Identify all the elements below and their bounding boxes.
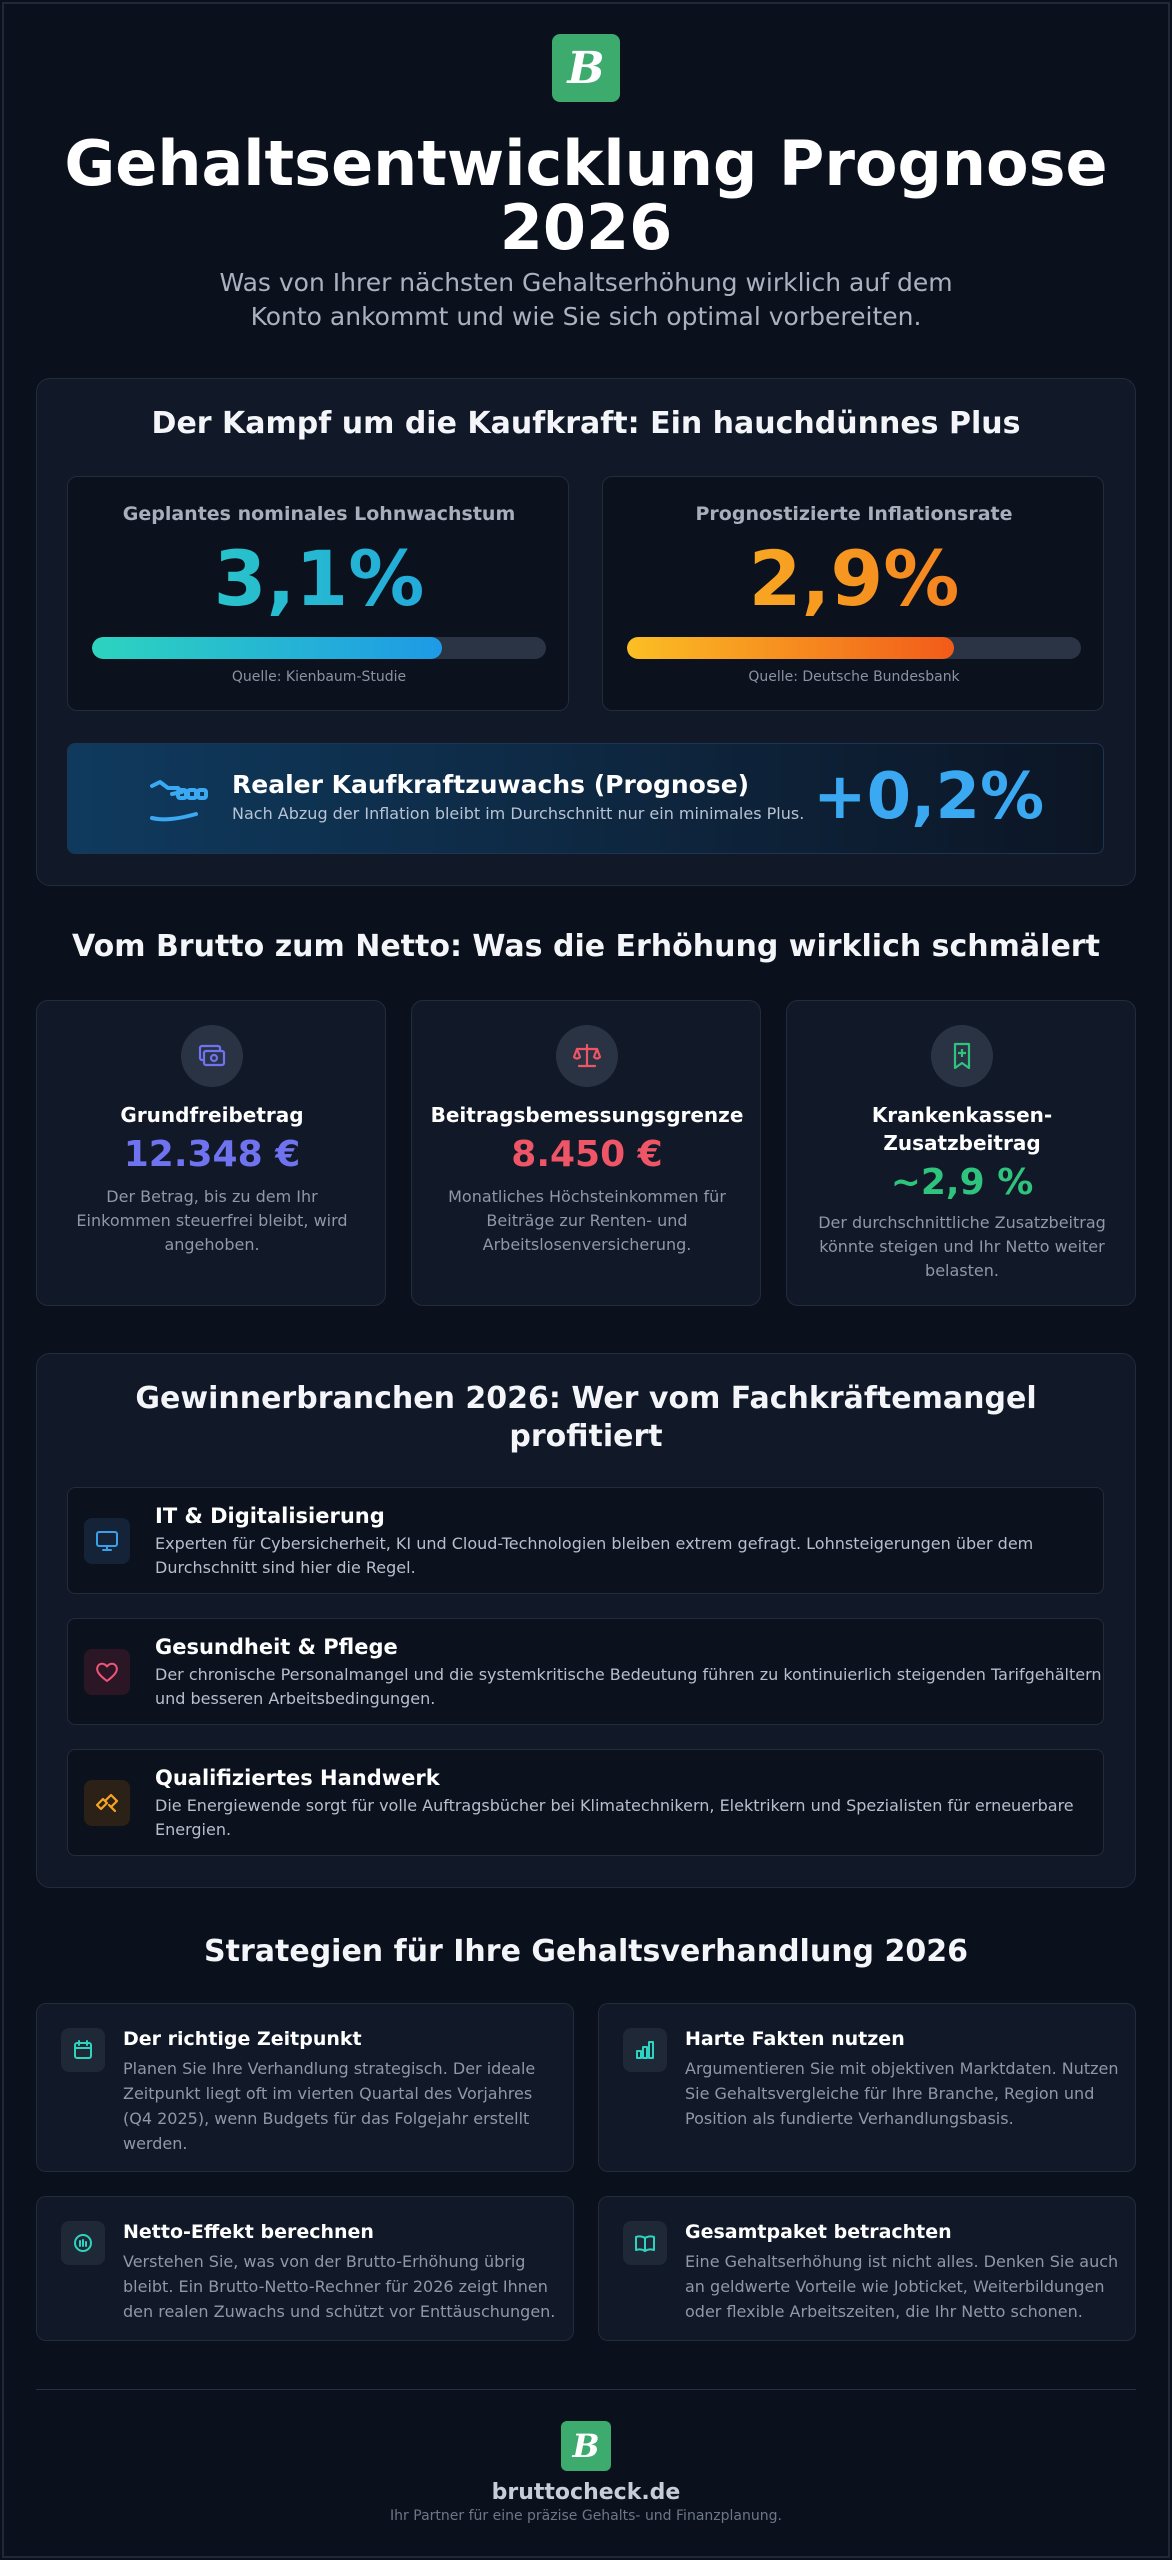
desc-line: den realen Zuwachs und schützt vor Enttäuschungen. (123, 2302, 556, 2321)
desc-line: Sie Gehaltsvergleiche für Ihre Branche, Region und (685, 2084, 1095, 2103)
strategy-title: Der richtige Zeitpunkt (123, 2028, 362, 2050)
real-purchasing-power-subtitle: Nach Abzug der Inflation bleibt im Durchschnitt nur ein minimales Plus. (232, 804, 805, 823)
calendar-icon (61, 2028, 105, 2072)
desc-line: Argumentieren Sie mit objektiven Marktdaten. Nutzen (685, 2059, 1119, 2078)
bar-chart-icon (623, 2028, 667, 2072)
desc-line: Der durchschnittliche Zusatzbeitrag (818, 1213, 1106, 1232)
money-icon (181, 1025, 243, 1087)
desc-line: belasten. (925, 1261, 999, 1280)
branches-title-line2: profitiert (509, 1419, 663, 1454)
branch-title: IT & Digitalisierung (155, 1504, 385, 1528)
branch-description (155, 1532, 1033, 1580)
inflation-bar-fill (627, 637, 954, 659)
strategy-card-zeitpunkt (36, 2003, 574, 2172)
deduction-description (412, 1185, 762, 1257)
health-insurance-icon (931, 1025, 993, 1087)
footer-tagline: Ihr Partner für eine präzise Gehalts- und Finanzplanung. (390, 2508, 782, 2524)
desc-line: Durchschnitt sind hier die Regel. (155, 1558, 416, 1577)
book-icon (623, 2221, 667, 2265)
page-title-line2: 2026 (499, 191, 673, 264)
wage-growth-value: 3,1% (68, 539, 570, 619)
desc-line: Position als fundierte Verhandlungsbasis. (685, 2109, 1014, 2128)
desc-line: Monatliches Höchsteinkommen für (448, 1187, 726, 1206)
strategy-card-gesamtpaket (598, 2196, 1136, 2341)
desc-line: und besseren Arbeitsbedingungen. (155, 1689, 436, 1708)
inflation-bar (627, 637, 1081, 659)
strategy-card-fakten (598, 2003, 1136, 2172)
desc-line: Verstehen Sie, was von der Brutto-Erhöhung übrig (123, 2252, 526, 2271)
footer-divider (36, 2389, 1136, 2390)
desc-line: oder flexible Arbeitszeiten, die Ihr Netto schonen. (685, 2302, 1083, 2321)
branch-card-health[interactable] (67, 1618, 1104, 1725)
strategy-description (123, 2249, 555, 2324)
deductions-title: Vom Brutto zum Netto: Was die Erhöhung wirklich schmälert (72, 929, 1100, 964)
branches-title (36, 1380, 1136, 1456)
wage-growth-source: Quelle: Kienbaum-Studie (231, 669, 407, 685)
desc-line: (Q4 2025), wenn Budgets für das Folgejahr erstellt (123, 2109, 530, 2128)
desc-line: Eine Gehaltserhöhung ist nicht alles. Denken Sie auch (685, 2252, 1119, 2271)
deduction-title: Grundfreibetrag (120, 1103, 304, 1127)
wage-growth-card (67, 476, 569, 711)
deduction-title: Beitragsbemessungsgrenze (430, 1103, 744, 1127)
strategy-card-netto (36, 2196, 574, 2341)
desc-line: bleibt. Ein Brutto-Netto-Rechner für 2026 zeigt Ihnen (123, 2277, 548, 2296)
brand-logo[interactable]: B (552, 34, 620, 102)
hammer-icon (84, 1780, 130, 1826)
strategy-title: Netto-Effekt berechnen (123, 2221, 374, 2243)
real-purchasing-power-title: Realer Kaufkraftzuwachs (Prognose) (232, 770, 750, 799)
branch-card-it[interactable] (67, 1487, 1104, 1594)
desc-line: Arbeitslosenversicherung. (482, 1235, 692, 1254)
deduction-title (787, 1101, 1137, 1157)
branch-description (155, 1794, 1074, 1842)
page-subtitle (0, 266, 1172, 334)
deduction-description (787, 1211, 1137, 1283)
calculator-icon (61, 2221, 105, 2265)
monitor-icon (84, 1518, 130, 1564)
desc-line: Beiträge zur Renten- und (486, 1211, 688, 1230)
deduction-card-grundfreibetrag (36, 1000, 386, 1306)
deduction-card-beitragsbemessungsgrenze (411, 1000, 761, 1306)
real-purchasing-power-box (67, 743, 1104, 854)
desc-line: Der chronische Personalmangel und die systemkritische Bedeutung führen zu kontinuierlich steigenden Tarifgehältern (155, 1665, 1102, 1684)
inflation-value: 2,9% (603, 539, 1105, 619)
desc-line: an geldwerte Vorteile wie Jobticket, Weiterbildungen (685, 2277, 1105, 2296)
wage-growth-label: Geplantes nominales Lohnwachstum (122, 503, 516, 525)
branches-title-line1: Gewinnerbranchen 2026: Wer vom Fachkräftemangel (135, 1381, 1037, 1416)
desc-line: könnte steigen und Ihr Netto weiter (819, 1237, 1105, 1256)
desc-line: Die Energiewende sorgt für volle Auftragsbücher bei Klimatechnikern, Elektrikern und Spezialisten für erneuerbare (155, 1796, 1074, 1815)
deduction-description (37, 1185, 387, 1257)
branch-title: Gesundheit & Pflege (155, 1635, 398, 1659)
title-line: Zusatzbeitrag (883, 1131, 1041, 1155)
deduction-value: 12.348 € (123, 1134, 301, 1175)
strategy-description (123, 2056, 535, 2156)
inflation-card (602, 476, 1104, 711)
wage-growth-bar-fill (92, 637, 442, 659)
purchasing-power-title: Der Kampf um die Kaufkraft: Ein hauchdünnes Plus (151, 406, 1021, 441)
subtitle-line2: Konto ankommt und wie Sie sich optimal vorbereiten. (250, 302, 922, 331)
deduction-card-zusatzbeitrag (786, 1000, 1136, 1306)
desc-line: angehoben. (164, 1235, 260, 1254)
deduction-value: 8.450 € (511, 1134, 663, 1175)
page-title-line1: Gehaltsentwicklung Prognose (64, 127, 1108, 200)
desc-line: Zeitpunkt liegt oft im vierten Quartal des Vorjahres (123, 2084, 533, 2103)
footer-logo[interactable]: B (561, 2421, 611, 2471)
strategy-title: Gesamtpaket betrachten (685, 2221, 952, 2243)
strategies-title: Strategien für Ihre Gehaltsverhandlung 2026 (204, 1934, 968, 1969)
strategy-description (685, 2056, 1119, 2131)
scale-icon (556, 1025, 618, 1087)
heart-icon (84, 1649, 130, 1695)
branch-description (155, 1663, 1102, 1711)
real-purchasing-power-value: +0,2% (813, 760, 1045, 834)
deduction-value: ~2,9 % (890, 1162, 1034, 1203)
desc-line: werden. (123, 2134, 188, 2153)
inflation-label: Prognostizierte Inflationsrate (695, 503, 1013, 525)
desc-line: Experten für Cybersicherheit, KI und Cloud-Technologien bleiben extrem gefragt. Lohnsteigerungen über dem (155, 1534, 1034, 1553)
subtitle-line1: Was von Ihrer nächsten Gehaltserhöhung wirklich auf dem (219, 268, 953, 297)
page-title (0, 127, 1172, 264)
inflation-source: Quelle: Deutsche Bundesbank (748, 669, 960, 685)
desc-line: Der Betrag, bis zu dem Ihr (106, 1187, 318, 1206)
title-line: Krankenkassen- (871, 1103, 1053, 1127)
footer-brand-name[interactable]: bruttocheck.de (491, 2480, 681, 2505)
branch-title: Qualifiziertes Handwerk (155, 1766, 440, 1790)
strategy-title: Harte Fakten nutzen (685, 2028, 905, 2050)
desc-line: Einkommen steuerfrei bleibt, wird (76, 1211, 348, 1230)
branch-card-handwerk[interactable] (67, 1749, 1104, 1856)
hand-coins-icon (148, 774, 210, 826)
strategy-description (685, 2249, 1118, 2324)
desc-line: Planen Sie Ihre Verhandlung strategisch. Der ideale (123, 2059, 536, 2078)
desc-line: Energien. (155, 1820, 232, 1839)
wage-growth-bar (92, 637, 546, 659)
